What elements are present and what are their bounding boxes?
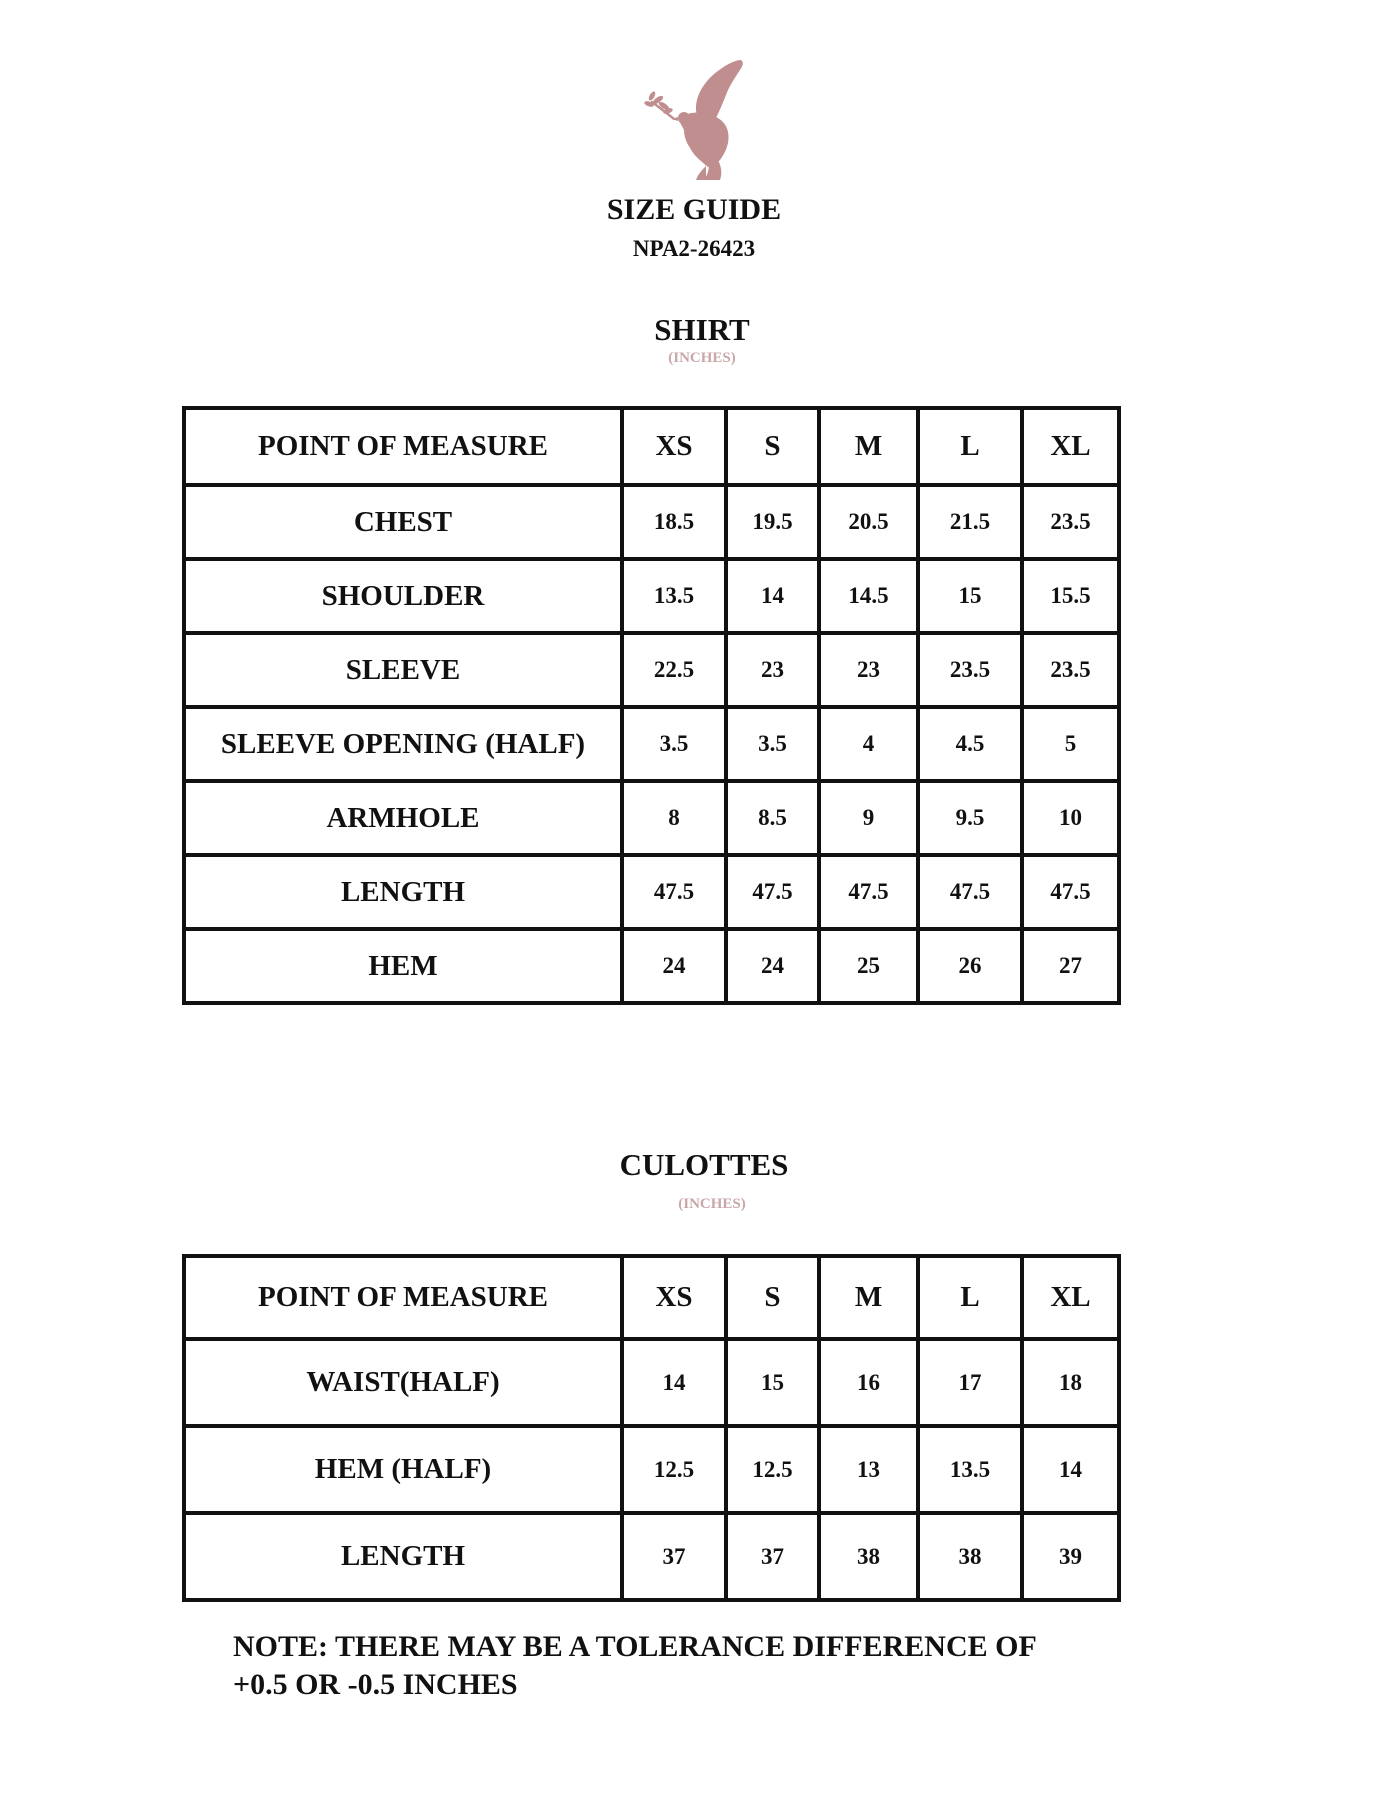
table-header-row [184, 408, 1119, 485]
measure-cell: 23.5 [1022, 485, 1119, 559]
measure-cell: 10 [1022, 781, 1119, 855]
measure-cell: 26 [918, 929, 1022, 1003]
measure-cell: 39 [1022, 1513, 1119, 1600]
measure-cell: 25 [819, 929, 918, 1003]
row-label: SHOULDER [184, 559, 622, 633]
measure-cell: 21.5 [918, 485, 1022, 559]
measure-cell: 14 [1022, 1426, 1119, 1513]
shirt-section-title: SHIRT [654, 312, 750, 347]
row-label: LENGTH [184, 855, 622, 929]
row-label: WAIST(HALF) [184, 1339, 622, 1426]
measure-cell: 13.5 [918, 1426, 1022, 1513]
measure-cell: 27 [1022, 929, 1119, 1003]
table-row [184, 1426, 1119, 1513]
measure-cell: 15 [918, 559, 1022, 633]
culottes-unit-label: (INCHES) [678, 1196, 746, 1212]
table-row [184, 1339, 1119, 1426]
row-label: SLEEVE OPENING (HALF) [184, 707, 622, 781]
measure-cell: 9.5 [918, 781, 1022, 855]
header-cell-size: L [918, 408, 1022, 485]
table-row [184, 929, 1119, 1003]
culottes-size-table [182, 1254, 1121, 1602]
row-label: LENGTH [184, 1513, 622, 1600]
measure-cell: 20.5 [819, 485, 918, 559]
measure-cell: 12.5 [622, 1426, 726, 1513]
header-cell-size: L [918, 1256, 1022, 1339]
measure-cell: 47.5 [918, 855, 1022, 929]
measure-cell: 8.5 [726, 781, 819, 855]
header-cell-size: XL [1022, 1256, 1119, 1339]
header-cell-size: XS [622, 408, 726, 485]
measure-cell: 23.5 [1022, 633, 1119, 707]
document-code: NPA2-26423 [632, 236, 756, 261]
row-label: HEM [184, 929, 622, 1003]
measure-cell: 18.5 [622, 485, 726, 559]
measure-cell: 8 [622, 781, 726, 855]
row-label: HEM (HALF) [184, 1426, 622, 1513]
measure-cell: 13 [819, 1426, 918, 1513]
table-row [184, 633, 1119, 707]
measure-cell: 16 [819, 1339, 918, 1426]
measure-cell: 18 [1022, 1339, 1119, 1426]
measure-cell: 14 [726, 559, 819, 633]
note-line-2: +0.5 OR -0.5 INCHES [233, 1668, 518, 1701]
table-row [184, 1513, 1119, 1600]
measure-cell: 23 [819, 633, 918, 707]
table-row [184, 485, 1119, 559]
measure-cell: 23.5 [918, 633, 1022, 707]
measure-cell: 4.5 [918, 707, 1022, 781]
row-label: ARMHOLE [184, 781, 622, 855]
document-title: SIZE GUIDE [606, 193, 782, 226]
measure-cell: 19.5 [726, 485, 819, 559]
measure-cell: 22.5 [622, 633, 726, 707]
measure-cell: 15 [726, 1339, 819, 1426]
header-cell-size: M [819, 408, 918, 485]
table-row [184, 559, 1119, 633]
measure-cell: 13.5 [622, 559, 726, 633]
measure-cell: 47.5 [819, 855, 918, 929]
measure-cell: 4 [819, 707, 918, 781]
measure-cell: 12.5 [726, 1426, 819, 1513]
table-row [184, 855, 1119, 929]
shirt-size-table [182, 406, 1121, 1005]
table-header-row [184, 1256, 1119, 1339]
measure-cell: 47.5 [622, 855, 726, 929]
shirt-unit-label: (INCHES) [668, 350, 736, 366]
measure-cell: 24 [622, 929, 726, 1003]
table-row [184, 707, 1119, 781]
header-cell-size: S [726, 408, 819, 485]
note-line-1: NOTE: THERE MAY BE A TOLERANCE DIFFERENCE OF [233, 1630, 1037, 1663]
header-cell-size: M [819, 1256, 918, 1339]
table-row [184, 781, 1119, 855]
header-cell-size: XS [622, 1256, 726, 1339]
measure-cell: 5 [1022, 707, 1119, 781]
measure-cell: 37 [726, 1513, 819, 1600]
measure-cell: 3.5 [622, 707, 726, 781]
header-cell-point-of-measure: POINT OF MEASURE [184, 408, 622, 485]
measure-cell: 37 [622, 1513, 726, 1600]
measure-cell: 38 [819, 1513, 918, 1600]
measure-cell: 14 [622, 1339, 726, 1426]
header-cell-size: XL [1022, 408, 1119, 485]
measure-cell: 9 [819, 781, 918, 855]
measure-cell: 47.5 [1022, 855, 1119, 929]
dove-logo-icon [640, 56, 770, 181]
measure-cell: 14.5 [819, 559, 918, 633]
measure-cell: 38 [918, 1513, 1022, 1600]
measure-cell: 47.5 [726, 855, 819, 929]
measure-cell: 15.5 [1022, 559, 1119, 633]
culottes-section-title: CULOTTES [619, 1147, 789, 1182]
measure-cell: 3.5 [726, 707, 819, 781]
row-label: CHEST [184, 485, 622, 559]
header-cell-size: S [726, 1256, 819, 1339]
measure-cell: 17 [918, 1339, 1022, 1426]
header-cell-point-of-measure: POINT OF MEASURE [184, 1256, 622, 1339]
tolerance-note [233, 1628, 1133, 1704]
measure-cell: 24 [726, 929, 819, 1003]
row-label: SLEEVE [184, 633, 622, 707]
measure-cell: 23 [726, 633, 819, 707]
